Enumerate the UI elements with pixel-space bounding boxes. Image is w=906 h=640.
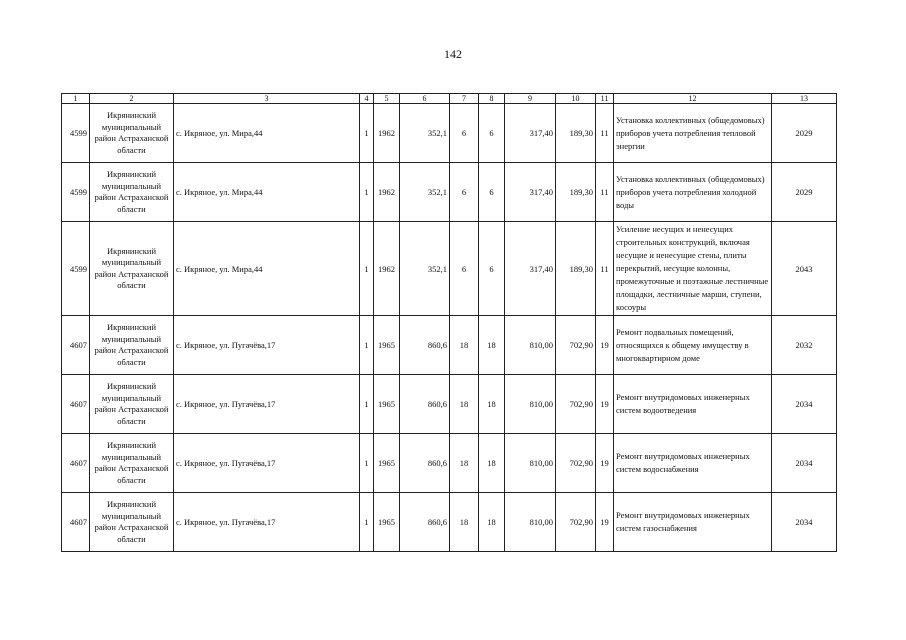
year-built-cell: 1965: [374, 493, 400, 552]
column-header: 8: [479, 94, 505, 104]
address-cell: с. Икряное, ул. Пугачёва,17: [174, 375, 360, 434]
column-header: 12: [614, 94, 772, 104]
work-type-cell: Ремонт внутридомовых инженерных систем водоотведения: [614, 375, 772, 434]
value-cell: 18: [450, 316, 479, 375]
table-row: [62, 163, 837, 222]
house-id-cell: 4599: [62, 163, 90, 222]
planned-year-cell: 2034: [772, 493, 837, 552]
table-row: [62, 222, 837, 316]
area-cell: 702,90: [556, 434, 596, 493]
municipality-cell: Икрянинский муниципальный район Астраханской области: [90, 316, 174, 375]
area-cell: 189,30: [556, 163, 596, 222]
value-cell: 18: [450, 375, 479, 434]
house-id-cell: 4599: [62, 222, 90, 316]
house-id-cell: 4607: [62, 375, 90, 434]
value-cell: 11: [596, 163, 614, 222]
planned-year-cell: 2034: [772, 434, 837, 493]
column-header: 13: [772, 94, 837, 104]
table-row: [62, 316, 837, 375]
planned-year-cell: 2032: [772, 316, 837, 375]
total-area-cell: 352,1: [400, 104, 450, 163]
count-cell: 1: [360, 434, 374, 493]
year-built-cell: 1965: [374, 375, 400, 434]
work-type-cell: Установка коллективных (общедомовых) приборов учета потребления холодной воды: [614, 163, 772, 222]
column-header: 11: [596, 94, 614, 104]
planned-year-cell: 2029: [772, 163, 837, 222]
count-cell: 1: [360, 104, 374, 163]
count-cell: 1: [360, 222, 374, 316]
area-cell: 702,90: [556, 375, 596, 434]
value-cell: 19: [596, 434, 614, 493]
address-cell: с. Икряное, ул. Мира,44: [174, 163, 360, 222]
capital-repair-table: [61, 93, 837, 552]
area-cell: 317,40: [505, 222, 556, 316]
house-id-cell: 4599: [62, 104, 90, 163]
total-area-cell: 860,6: [400, 434, 450, 493]
house-id-cell: 4607: [62, 434, 90, 493]
planned-year-cell: 2034: [772, 375, 837, 434]
count-cell: 1: [360, 493, 374, 552]
value-cell: 6: [450, 104, 479, 163]
municipality-cell: Икрянинский муниципальный район Астраханской области: [90, 375, 174, 434]
area-cell: 810,00: [505, 493, 556, 552]
municipality-cell: Икрянинский муниципальный район Астраханской области: [90, 222, 174, 316]
column-header: 9: [505, 94, 556, 104]
value-cell: 18: [479, 434, 505, 493]
value-cell: 19: [596, 375, 614, 434]
address-cell: с. Икряное, ул. Мира,44: [174, 222, 360, 316]
column-header: 10: [556, 94, 596, 104]
total-area-cell: 352,1: [400, 163, 450, 222]
value-cell: 6: [450, 222, 479, 316]
value-cell: 6: [479, 104, 505, 163]
address-cell: с. Икряное, ул. Пугачёва,17: [174, 316, 360, 375]
table-row: [62, 104, 837, 163]
value-cell: 6: [479, 222, 505, 316]
column-header: 1: [62, 94, 90, 104]
area-cell: 189,30: [556, 222, 596, 316]
column-header: 7: [450, 94, 479, 104]
planned-year-cell: 2029: [772, 104, 837, 163]
total-area-cell: 352,1: [400, 222, 450, 316]
area-cell: 810,00: [505, 375, 556, 434]
value-cell: 18: [450, 434, 479, 493]
total-area-cell: 860,6: [400, 316, 450, 375]
house-id-cell: 4607: [62, 493, 90, 552]
column-header: 3: [174, 94, 360, 104]
value-cell: 11: [596, 222, 614, 316]
column-header: 5: [374, 94, 400, 104]
municipality-cell: Икрянинский муниципальный район Астраханской области: [90, 163, 174, 222]
year-built-cell: 1962: [374, 104, 400, 163]
total-area-cell: 860,6: [400, 493, 450, 552]
count-cell: 1: [360, 163, 374, 222]
work-type-cell: Усиление несущих и ненесущих строительных конструкций, включая несущие и ненесущие стены, плиты перекрытий, несущие колонны, промежуточные и поэтажные лестничные площадки, лестничные марши, ступени, косоуры: [614, 222, 772, 316]
value-cell: 18: [479, 493, 505, 552]
work-type-cell: Ремонт внутридомовых инженерных систем водоснабжения: [614, 434, 772, 493]
address-cell: с. Икряное, ул. Пугачёва,17: [174, 434, 360, 493]
work-type-cell: Установка коллективных (общедомовых) приборов учета потребления тепловой энергии: [614, 104, 772, 163]
table-row: [62, 375, 837, 434]
value-cell: 18: [479, 316, 505, 375]
value-cell: 6: [479, 163, 505, 222]
page-number: 142: [444, 47, 462, 61]
count-cell: 1: [360, 316, 374, 375]
table-row: [62, 493, 837, 552]
planned-year-cell: 2043: [772, 222, 837, 316]
area-cell: 702,90: [556, 493, 596, 552]
municipality-cell: Икрянинский муниципальный район Астраханской области: [90, 434, 174, 493]
year-built-cell: 1962: [374, 163, 400, 222]
value-cell: 19: [596, 493, 614, 552]
municipality-cell: Икрянинский муниципальный район Астраханской области: [90, 104, 174, 163]
year-built-cell: 1965: [374, 434, 400, 493]
address-cell: с. Икряное, ул. Пугачёва,17: [174, 493, 360, 552]
count-cell: 1: [360, 375, 374, 434]
total-area-cell: 860,6: [400, 375, 450, 434]
year-built-cell: 1965: [374, 316, 400, 375]
year-built-cell: 1962: [374, 222, 400, 316]
work-type-cell: Ремонт внутридомовых инженерных систем газоснабжения: [614, 493, 772, 552]
value-cell: 18: [479, 375, 505, 434]
address-cell: с. Икряное, ул. Мира,44: [174, 104, 360, 163]
municipality-cell: Икрянинский муниципальный район Астраханской области: [90, 493, 174, 552]
area-cell: 189,30: [556, 104, 596, 163]
area-cell: 317,40: [505, 104, 556, 163]
area-cell: 702,90: [556, 316, 596, 375]
area-cell: 317,40: [505, 163, 556, 222]
column-number-row: [62, 94, 837, 104]
work-type-cell: Ремонт подвальных помещений, относящихся к общему имуществу в многоквартирном доме: [614, 316, 772, 375]
value-cell: 19: [596, 316, 614, 375]
value-cell: 11: [596, 104, 614, 163]
house-id-cell: 4607: [62, 316, 90, 375]
area-cell: 810,00: [505, 434, 556, 493]
column-header: 2: [90, 94, 174, 104]
value-cell: 18: [450, 493, 479, 552]
value-cell: 6: [450, 163, 479, 222]
column-header: 6: [400, 94, 450, 104]
column-header: 4: [360, 94, 374, 104]
table-row: [62, 434, 837, 493]
area-cell: 810,00: [505, 316, 556, 375]
